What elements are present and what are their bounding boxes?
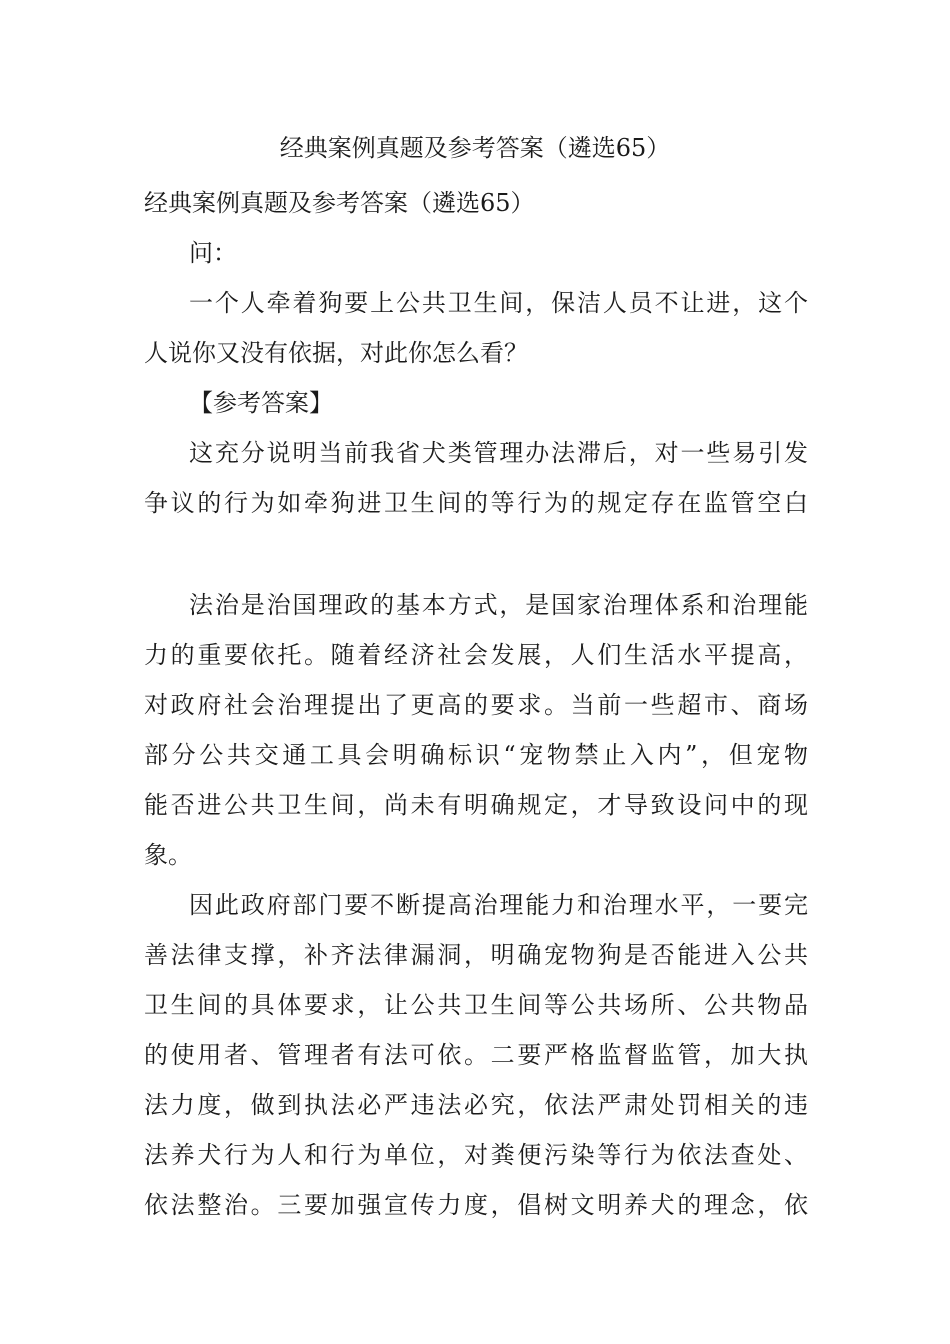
paragraph-line: 一个人牵着狗要上公共卫生间，保洁人员不让进，这个 <box>189 289 808 317</box>
paragraph-line: 人说你又没有依据，对此你怎么看？ <box>144 339 528 367</box>
document-subtitle: 经典案例真题及参考答案（遴选65） <box>144 189 535 217</box>
question-paragraph <box>144 278 808 378</box>
paragraph-line: 依法整治。三要加强宣传力度，倡树文明养犬的理念，依 <box>144 1191 808 1219</box>
document-title: 经典案例真题及参考答案（遴选65） <box>279 134 671 162</box>
question-label: 问： <box>189 239 237 267</box>
paragraph-line: 象。 <box>144 841 192 869</box>
paragraph-line: 法力度，做到执法必严违法必究，依法严肃处罚相关的违 <box>144 1091 808 1119</box>
answer-paragraph-3 <box>144 880 808 1230</box>
answer-paragraph-2 <box>144 580 808 880</box>
paragraph-line: 卫生间的具体要求，让公共卫生间等公共场所、公共物品 <box>144 991 808 1019</box>
paragraph-line: 争议的行为如牵狗进卫生间的等行为的规定存在监管空白 <box>144 489 808 517</box>
answer-paragraph-1 <box>144 428 808 528</box>
paragraph-line: 部分公共交通工具会明确标识“宠物禁止入内”，但宠物 <box>144 741 808 769</box>
paragraph-line: 的使用者、管理者有法可依。二要严格监督监管，加大执 <box>144 1041 808 1069</box>
paragraph-line: 能否进公共卫生间，尚未有明确规定，才导致设问中的现 <box>144 791 808 819</box>
paragraph-line: 因此政府部门要不断提高治理能力和治理水平，一要完 <box>189 891 808 919</box>
paragraph-line: 对政府社会治理提出了更高的要求。当前一些超市、商场 <box>144 691 808 719</box>
paragraph-line: 法治是治国理政的基本方式，是国家治理体系和治理能 <box>189 591 808 619</box>
paragraph-line: 这充分说明当前我省犬类管理办法滞后，对一些易引发 <box>189 439 808 467</box>
paragraph-line: 力的重要依托。随着经济社会发展，人们生活水平提高， <box>144 641 808 669</box>
document-body <box>144 178 808 1230</box>
paragraph-line: 法养犬行为人和行为单位，对粪便污染等行为依法查处、 <box>144 1141 808 1169</box>
paragraph-gap <box>144 528 808 580</box>
paragraph-line: 善法律支撑，补齐法律漏洞，明确宠物狗是否能进入公共 <box>144 941 808 969</box>
answer-label: 【参考答案】 <box>189 389 333 417</box>
